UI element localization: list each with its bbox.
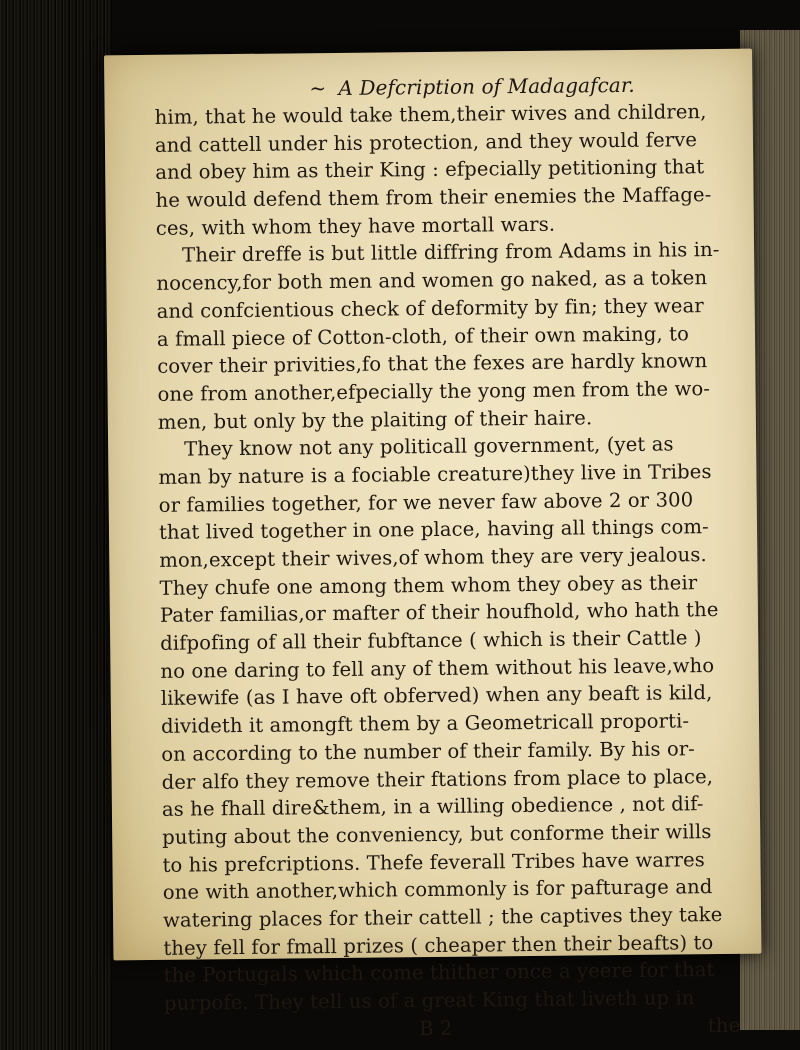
text-line: to his prefcriptions. Thefe feverall Tribes have warres (162, 847, 705, 877)
text-line: one with another,which commonly is for pafturage and (162, 875, 713, 905)
text-line: and cattell under his protection, and they would ferve (154, 127, 698, 157)
page-text-block (154, 71, 744, 1045)
text-line: purpofe. They tell us of a great King that liveth up in (163, 986, 695, 1015)
text-line: that lived together in one place, having all things com- (158, 515, 709, 545)
text-line: or families together, for we never faw above 2 or 300 (158, 487, 694, 517)
text-line: likewife (as I have oft obferved) when any beaft is kild, (160, 681, 713, 711)
text-line: on according to the number of their family. By his or- (161, 737, 696, 766)
text-line: the Portugals which come thither once a yeere for that (163, 958, 715, 988)
text-line: ces, with whom they have mortall wars. (155, 212, 556, 240)
running-title: A Defcription of Madagafcar. (338, 72, 635, 100)
text-line: and obey him as their King : efpecially petitioning that (155, 155, 705, 185)
text-line: and confcientious check of deformity by fin; they wear (156, 293, 704, 323)
book-binding-edge (0, 0, 112, 1050)
text-line: They know not any politicall government, (yet as (184, 432, 674, 461)
text-line: puting about the conveniency, but conforme their wills (162, 819, 712, 849)
text-line: difpofing of all their fubftance ( which is their Cattle ) (160, 626, 702, 655)
text-line: divideth it amongft them by a Geometricall proporti- (160, 709, 690, 738)
text-line: men, but only by the plaiting of their haire. (157, 405, 593, 434)
text-line: as he fhall dire&them, in a willing obedience , not dif- (161, 792, 704, 822)
header-mark: ~ (309, 76, 327, 101)
text-line: him, that he would take them,their wives and children, (154, 100, 707, 129)
text-line: Pater familias,or mafter of their houfhold, who hath the (159, 598, 719, 628)
page-footer (164, 1011, 744, 1045)
text-line: one from another,efpecially the yong men from the wo- (157, 376, 711, 406)
text-line: mon,except their wives,of whom they are very jealous. (159, 543, 707, 572)
text-line: a fmall piece of Cotton-cloth, of their own making, to (156, 321, 690, 351)
text-line: They chufe one among them whom they obey as their (159, 570, 698, 600)
text-line: no one daring to fell any of them without his leave,who (160, 653, 715, 683)
text-line: man by nature is a fociable creature)they live in Tribes (158, 459, 712, 489)
text-line: nocency,for both men and women go naked, as a token (156, 266, 708, 295)
text-line: cover their privities,fo that the fexes are hardly known (157, 349, 708, 379)
book-page (104, 49, 761, 1040)
text-line: der alfo they remove their ftations from place to place, (161, 764, 714, 794)
text-line: he would defend them from their enemies the Maffage- (155, 183, 712, 212)
text-line: Their dreffe is but little diffring from Adams in his in- (181, 238, 720, 268)
catchword: the (707, 1013, 741, 1037)
text-line: they fell for fmall prizes ( cheaper then their beafts) to (163, 930, 714, 960)
signature-mark: B 2 (419, 1016, 453, 1040)
body-text (155, 98, 745, 1018)
text-line: watering places for their cattell ; the captives they take (162, 902, 723, 932)
